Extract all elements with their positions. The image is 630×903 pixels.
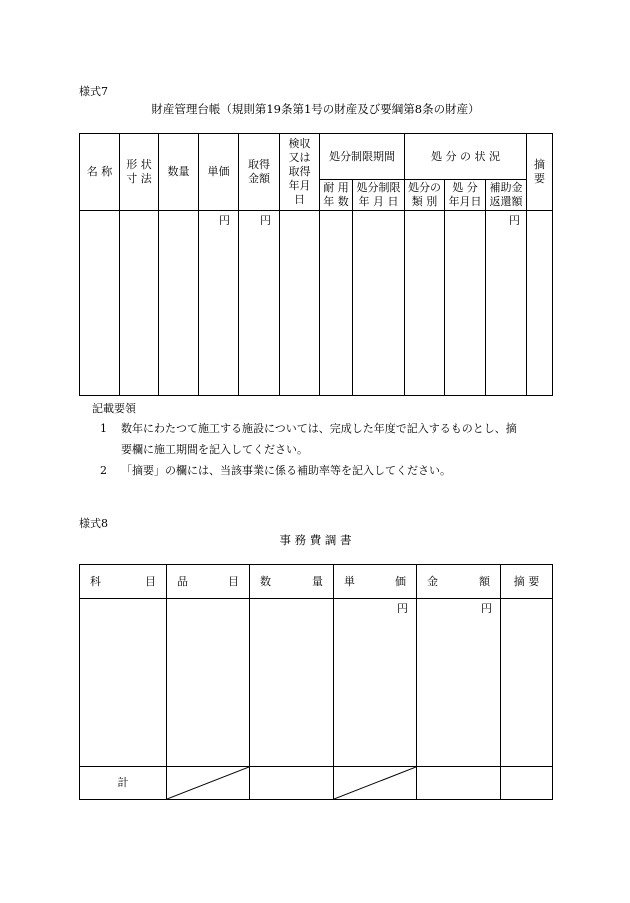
header-shape: 形 状 寸 法 (120, 134, 159, 211)
form7-label: 様式7 (79, 85, 108, 98)
note-1-line2: 要欄に施工期間を記入してください。 (121, 443, 308, 456)
total-row (80, 767, 553, 800)
header-inspection-date: 検収 又は 取得 年月 日 (280, 134, 320, 211)
header-quantity: 数量 (159, 134, 199, 211)
header-restriction-date: 処分制限 年 月 日 (353, 180, 405, 211)
header-name: 名 称 (80, 134, 120, 211)
header-disposal-date: 処 分 年月日 (445, 180, 486, 211)
note-1-line1: 数年にわたつて施工する施設については、完成した年度で記入するものとし、摘 (121, 422, 517, 435)
subsidy-yen: 円 (486, 211, 527, 396)
header-remarks: 摘 要 (527, 134, 553, 211)
unit-price-yen: 円 (334, 599, 417, 767)
tanka-total-cell (334, 767, 417, 800)
header-useful-life: 耐 用 年 数 (320, 180, 353, 211)
notes-title: 記載要領 (92, 402, 136, 415)
hinmoku-total-cell (167, 767, 250, 800)
header-subsidy-return: 補助金 返還額 (486, 180, 527, 211)
amount-yen: 円 (417, 599, 501, 767)
form8-title: 事 務 費 調 書 (279, 533, 352, 547)
office-expense-table (79, 564, 553, 800)
note-2-number: 2 (100, 464, 107, 477)
header-hinmoku: 品 目 (167, 565, 250, 599)
header-tekiyo: 摘 要 (501, 565, 553, 599)
table-row (80, 211, 553, 396)
total-label: 計 (80, 767, 167, 800)
diagonal-strike (167, 767, 249, 799)
header-kamoku: 科 目 (80, 565, 167, 599)
unit-price-yen: 円 (199, 211, 239, 396)
form7-title: 財産管理台帳（規則第19条第1号の財産及び要綱第8条の財産） (151, 102, 480, 116)
note-2-line1: 「摘要」の欄には、当該事業に係る補助率等を記入してください。 (121, 464, 451, 477)
header-disposal-type: 処分の 類 別 (405, 180, 445, 211)
form8-label: 様式8 (79, 517, 108, 530)
header-acquisition-amount: 取得 金額 (239, 134, 280, 211)
acquisition-yen: 円 (239, 211, 280, 396)
diagonal-strike (334, 767, 416, 799)
header-tanka: 単 価 (334, 565, 417, 599)
header-disposal-restriction-period: 処分制限期間 (320, 134, 405, 180)
property-ledger-table (79, 133, 553, 396)
header-disposal-status: 処 分 の 状 況 (405, 134, 527, 180)
header-suryo: 数 量 (250, 565, 334, 599)
header-unit-price: 単価 (199, 134, 239, 211)
header-kingaku: 金 額 (417, 565, 501, 599)
table-row (80, 599, 553, 767)
note-1-number: 1 (100, 422, 107, 435)
